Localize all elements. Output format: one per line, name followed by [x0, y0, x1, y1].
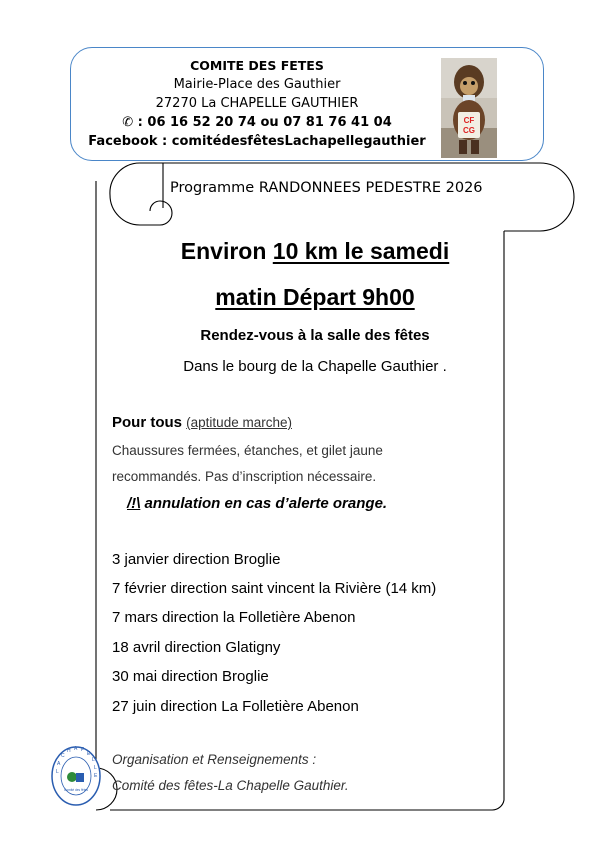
schedule-item: 7 février direction saint vincent la Rivière (14 km)	[112, 580, 437, 597]
schedule-item: 3 janvier direction Broglie	[112, 551, 281, 568]
committee-seal-logo	[50, 745, 102, 807]
program-title: Programme RANDONNEES PEDESTRE 2026	[170, 180, 483, 196]
equipment-line-2: recommandés. Pas d’inscription nécessaire.	[112, 469, 377, 484]
headline-distance: 10 km le samedi	[272, 238, 450, 264]
equipment-line-1: Chaussures fermées, étanches, et gilet jaune	[112, 443, 383, 458]
headline-prefix: Environ	[180, 238, 273, 264]
facebook-line: Facebook : comitédesfêtesLachapellegauthier	[88, 134, 426, 149]
aptitude-note: (aptitude marche)	[186, 415, 292, 430]
headline-line-2	[100, 284, 530, 311]
committee-title: COMITE DES FETES	[190, 58, 324, 73]
phone-line: ✆ : 06 16 52 20 74 ou 07 81 76 41 04	[122, 115, 392, 130]
schedule-item: 18 avril direction Glatigny	[112, 639, 281, 656]
address-line-1: Mairie-Place des Gauthier	[173, 77, 341, 92]
warning-text: annulation en cas d’alerte orange.	[140, 495, 388, 512]
headline-departure: matin Départ 9h00	[215, 284, 415, 310]
meeting-point-line-2: Dans le bourg de la Chapelle Gauthier .	[183, 358, 447, 375]
schedule-item: 30 mai direction Broglie	[112, 668, 269, 685]
cancellation-warning	[127, 495, 387, 512]
meeting-point-line-1: Rendez-vous à la salle des fêtes	[200, 327, 430, 344]
schedule-item: 7 mars direction la Folletière Abenon	[112, 609, 356, 626]
svg-text:CF: CF	[463, 116, 475, 125]
headline-line-1	[100, 238, 530, 265]
audience-line	[112, 414, 292, 431]
svg-text:CG: CG	[463, 126, 475, 135]
footer-organisation-name: Comité des fêtes-La Chapelle Gauthier.	[112, 778, 349, 793]
schedule-item: 27 juin direction La Folletière Abenon	[112, 698, 359, 715]
address-line-2: 27270 La CHAPELLE GAUTHIER	[155, 96, 359, 111]
svg-text:Comité des fêtes: Comité des fêtes	[64, 788, 88, 792]
for-all-label: Pour tous	[112, 414, 182, 431]
warning-sign: /!\	[127, 495, 141, 512]
footer-organisation-label: Organisation et Renseignements :	[112, 752, 317, 767]
svg-text:LACHAPELLE: LACH A PELL E	[56, 746, 98, 779]
